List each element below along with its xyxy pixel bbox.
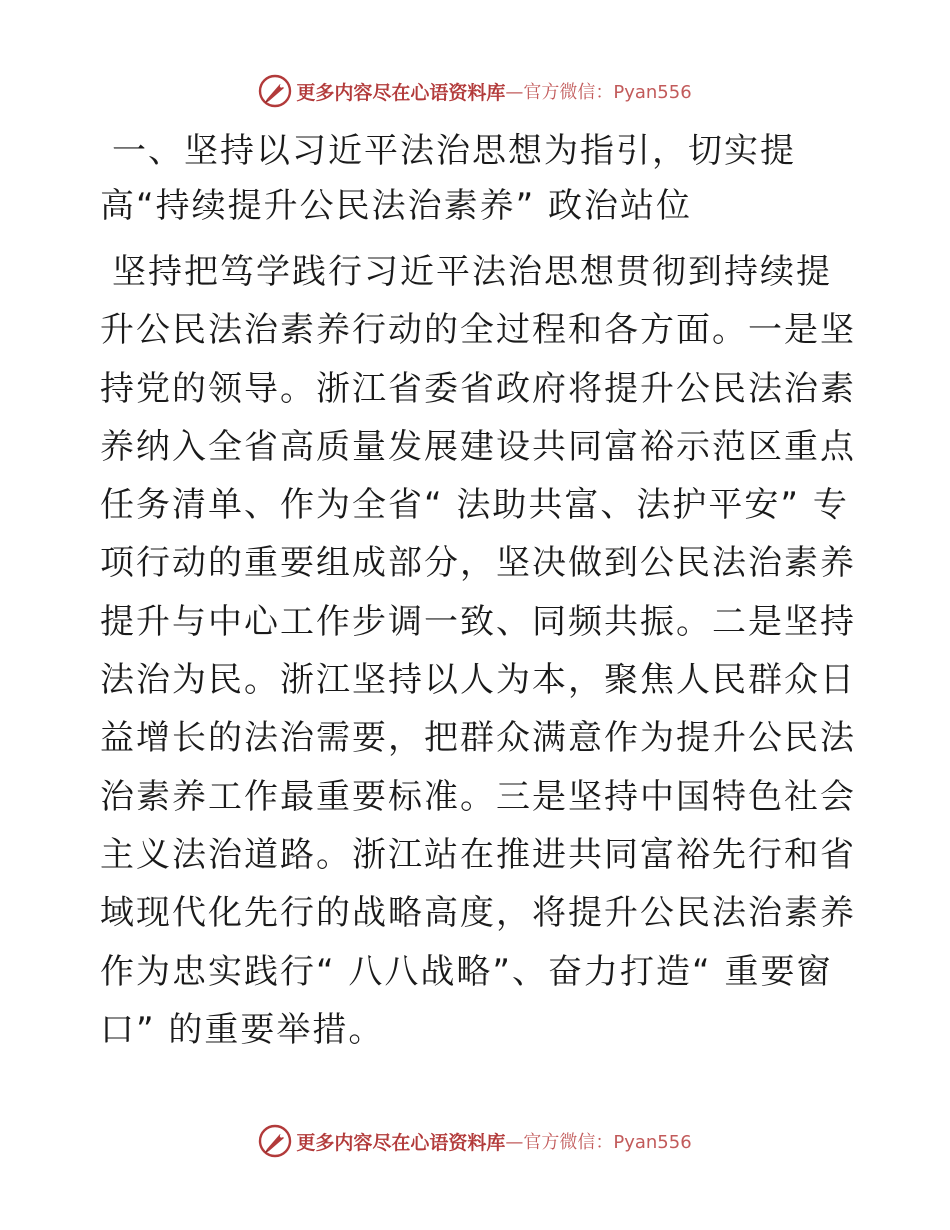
watermark-contact-text: —官方微信：Pyan556 <box>505 82 692 103</box>
watermark-brand-text: 更多内容尽在心语资料库 <box>296 1131 506 1154</box>
pen-nib-icon <box>258 1124 292 1158</box>
watermark-brand-text: 更多内容尽在心语资料库 <box>296 81 506 104</box>
watermark-contact-text: —官方微信：Pyan556 <box>505 1132 692 1153</box>
body-paragraph: 坚持把笃学践行习近平法治思想贯彻到持续提升公民法治素养行动的全过程和各方面。一是坚持党的领导。浙江省委省政府将提升公民法治素养纳入全省高质量发展建设共同富裕示范区重点任务清单、作为全省“ 法助共富、法护平安” 专项行动的重要组成部分，坚决做到公民法治素养提升与中心工作步调一致、同频共振。二是坚持法治为民。浙江坚持以人为本，聚焦人民群众日益增长的法治需要，把群众满意作为提升公民法治素养工作最重要标准。三是坚持中国特色社会主义法治道路。浙江站在推进共同富裕先行和省域现代化先行的战略高度，将提升公民法治素养作为忠实践行“ 八八战略”、奋力打造“ 重要窗口” 的重要举措。 <box>100 252 856 1050</box>
pen-nib-icon <box>258 74 292 108</box>
header-watermark <box>0 71 950 111</box>
footer-watermark <box>0 1121 950 1161</box>
section-heading: 一、坚持以习近平法治思想为指引，切实提高“持续提升公民法治素养” 政治站位 <box>100 131 796 226</box>
